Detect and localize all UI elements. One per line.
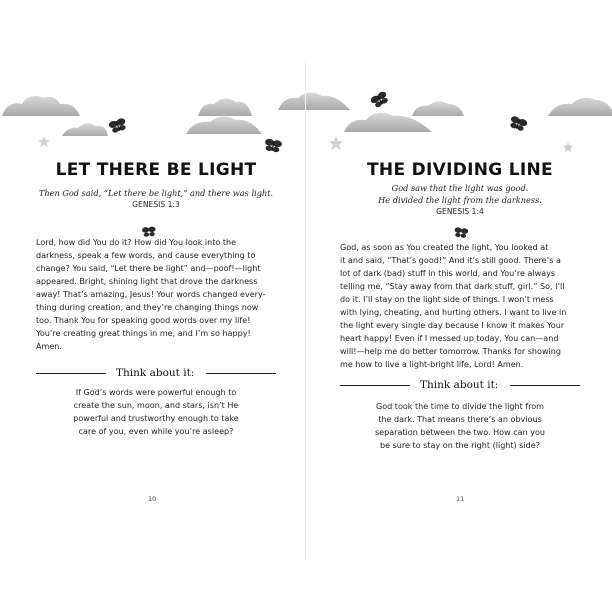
right-page-body (340, 241, 580, 371)
body-line: lot of dark (bad) stuff in this world, and You’re always (340, 269, 556, 278)
body-line: Amen. (36, 342, 62, 351)
divider (36, 373, 106, 374)
star-icon (563, 142, 574, 152)
body-line: You’re creating great things in me, and I’m so happy! (36, 329, 251, 338)
think-about-it-body (340, 400, 580, 452)
right-page (340, 160, 580, 452)
think-line: powerful and trustworthy enough to take (73, 414, 239, 423)
body-line: too. Thank You for speaking good words over my life! (36, 316, 251, 325)
body-line: Lord, how did You do it? How did You look into the (36, 238, 237, 247)
cloud-icon (412, 101, 464, 116)
right-page-reference: GENESIS 1:4 (436, 207, 484, 216)
body-line: appeared. Bright, shining light that drove the darkness (36, 277, 258, 286)
body-line: heart happy! Even if I messed up today, You can—and (340, 334, 559, 343)
book-gutter (305, 60, 306, 560)
body-line: God, as soon as You created the light, You looked at (340, 243, 549, 252)
body-line: it and said, “That’s good!” And it’s still good. There’s a (340, 256, 561, 265)
page-number-right: 11 (456, 495, 465, 503)
cloud-icon (344, 113, 432, 132)
body-line: telling me, “Stay away from that dark stuff, girl.” So, I’ll (340, 282, 565, 291)
right-page-verse-line-1: God saw that the light was good. (391, 183, 529, 193)
think-line: God took the time to divide the light from (375, 402, 545, 411)
divider (206, 373, 276, 374)
cloud-icon (62, 123, 108, 136)
left-page-body (36, 236, 276, 353)
think-line: care of you, even while you’re asleep? (78, 427, 234, 436)
butterfly-icon (264, 138, 283, 153)
cloud-icon (548, 98, 612, 116)
cloud-icon (2, 96, 80, 116)
body-line: away! That’s amazing, Jesus! Your words changed every- (36, 290, 266, 299)
body-line: darkness, speak a few words, and cause everything to (36, 251, 256, 260)
right-page-verse-line-2: He divided the light from the darkness. (378, 195, 542, 205)
left-page-verse: Then God said, “Let there be light,” and there was light. (38, 188, 274, 198)
think-about-it-label: Think about it: (420, 379, 499, 391)
think-about-it-body (36, 386, 276, 438)
think-line: be sure to stay on the right (light) side? (379, 441, 541, 450)
star-icon (38, 136, 50, 147)
body-line: with lying, cheating, and hurting others. I want to live in (340, 308, 567, 317)
think-line: create the sun, moon, and stars, isn’t He (73, 401, 239, 410)
think-line: separation between the two. How can you (374, 428, 546, 437)
cloud-icon (198, 98, 252, 116)
butterfly-icon (108, 117, 128, 134)
divider (340, 385, 410, 386)
divider (510, 385, 580, 386)
cloud-icon (278, 92, 350, 110)
think-about-it-label: Think about it: (116, 367, 195, 379)
right-page-title: THE DIVIDING LINE (367, 160, 553, 180)
body-line: will!—help me do better tomorrow. Thanks for showing (340, 347, 561, 356)
think-about-it-header (340, 378, 580, 392)
body-line: me how to live a light-bright life, Lord! Amen. (340, 360, 524, 369)
body-line: change? You said, “Let there be light” and—poof!—light (36, 264, 261, 273)
left-page (36, 160, 276, 438)
left-page-title: LET THERE BE LIGHT (55, 160, 257, 180)
body-line: the light every single day because I know it makes Your (340, 321, 565, 330)
butterfly-icon (369, 90, 390, 109)
cloud-icon (186, 116, 262, 134)
think-line: the dark. That means there’s an obvious (378, 415, 542, 424)
star-icon (329, 136, 344, 150)
body-line: do it. I’ll stay on the light side of things. I won’t mess (340, 295, 554, 304)
page-number-left: 10 (148, 495, 157, 503)
butterfly-icon (508, 115, 528, 132)
think-about-it-header (36, 366, 276, 380)
think-line: If God’s words were powerful enough to (75, 388, 237, 397)
left-page-reference: GENESIS 1:3 (132, 200, 180, 209)
body-line: thing during creation, and they’re changing things now (36, 303, 259, 312)
